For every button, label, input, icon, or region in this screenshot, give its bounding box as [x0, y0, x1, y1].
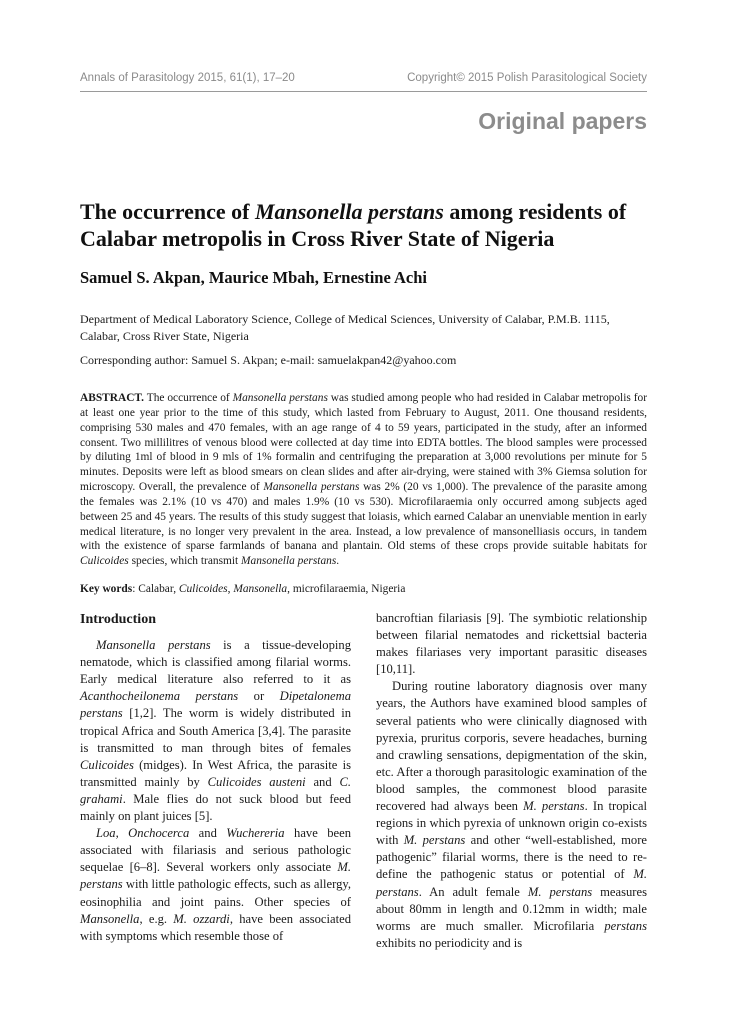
intro-paragraph-1: Mansonella perstans is a tissue-developing nematode, which is classified among filarial worms. Early medical literature also referred to it as Acanthocheilonema perstans or Dipetalonema perstans [1,2]. The worm is widely distributed in tropical Africa and South America [3,4]. The parasite is transmitted to man through bites of females Culicoides (midges). In West Africa, the parasite is transmitted mainly by Culicoides austeni and C. grahami. Male flies do not suck blood but feed mainly on plant juices [5].: [80, 638, 351, 824]
intro-paragraph-3: bancroftian filariasis [9]. The symbiotic relationship between filarial nematodes and rickettsial bacteria makes filariases very important parasitic diseases [10,11].: [376, 611, 647, 677]
keywords-label: Key words: [80, 583, 133, 595]
intro-paragraph-4: During routine laboratory diagnosis over many years, the Authors have examined blood samples of several patients who were clinically diagnosed with pyrexia, pruritus corporis, severe headaches, burning and crawling sensations, depigmentation of the skin, etc. After a thorough parasitologic examination of the blood samples, the commonest blood parasite recovered had always been M. perstans. In tropical regions in which pyrexia of unknown origin co-exists with M. perstans and other “well-established, more pathogenic” filarial worms, there is the need to re-define the pathogenic status or potential of M. perstans. An adult female M. perstans measures about 80mm in length and 0.12mm in width; male worms are much smaller. Microfilaria perstans exhibits no periodicity and is: [376, 679, 647, 950]
running-header: [80, 72, 647, 84]
copyright-notice: Copyright© 2015 Polish Parasitological Society: [407, 72, 647, 84]
abstract: ABSTRACT. The occurrence of Mansonella perstans was studied among people who had resided in Calabar metropolis for at least one year prior to the time of this study, which lasted from February to August, 2011. One thousand residents, comprising 530 males and 470 females, with an age range of 4 to 59 years, participated in the study, after an informed consent. Two millilitres of venous blood were collected at day time into EDTA bottles. The blood samples were processed by diluting 1ml of blood in 9 mls of 1% formalin and centrifuging the preparation at 3,000 revolutions per minute for 5 minutes. Deposits were left as blood smears on clean slides and after air-drying, were stained with 3% Giemsa solution for microscopy. Overall, the prevalence of Mansonella perstans was 2% (20 vs 1,000). The prevalence of the parasite among the females was 2.1% (10 vs 470) and males 1.9% (10 vs 530). Microfilaraemia only occurred among subjects aged between 25 and 45 years. The results of this study suggest that loiasis, which earned Calabar an unenviable mention in early medical literature, is no longer very prevalent in the area. Instead, a low prevalence of mansonelliasis occurs, in tandem with the existence of sparse farmlands of banana and plantain. Old stems of these crops provide suitable habitats for Culicoides species, which transmit Mansonella perstans.: [80, 392, 647, 568]
intro-paragraph-2: Loa, Onchocerca and Wuchereria have been associated with filariasis and serious pathologic sequelae [6–8]. Several workers only associate M. perstans with little pathologic effects, such as allergy, eosinophilia and joint pains. Other species of Mansonella, e.g. M. ozzardi, have been associated with symptoms which resemble those of: [80, 826, 351, 943]
paper-title: The occurrence of Mansonella perstans among residents of Calabar metropolis in Cross River State of Nigeria: [80, 199, 627, 251]
keywords: Key words: Calabar, Culicoides, Mansonella, microfilaraemia, Nigeria: [80, 583, 406, 595]
title-species: Mansonella perstans: [254, 199, 444, 224]
journal-citation: Annals of Parasitology 2015, 61(1), 17–20: [80, 72, 295, 84]
header-divider: [80, 91, 647, 92]
abstract-label: ABSTRACT.: [80, 392, 145, 404]
affiliation: Department of Medical Laboratory Science, College of Medical Sciences, University of Calabar, P.M.B. 1115, Calabar, Cross River State, Nigeria: [80, 312, 610, 343]
corresponding-author: Corresponding author: Samuel S. Akpan; e-mail: samuelakpan42@yahoo.com: [80, 353, 457, 367]
left-column: [80, 610, 351, 945]
author-list: Samuel S. Akpan, Maurice Mbah, Ernestine Achi: [80, 268, 427, 287]
introduction-heading: Introduction: [80, 612, 156, 627]
section-label: Original papers: [478, 108, 647, 134]
right-column: [376, 610, 647, 952]
